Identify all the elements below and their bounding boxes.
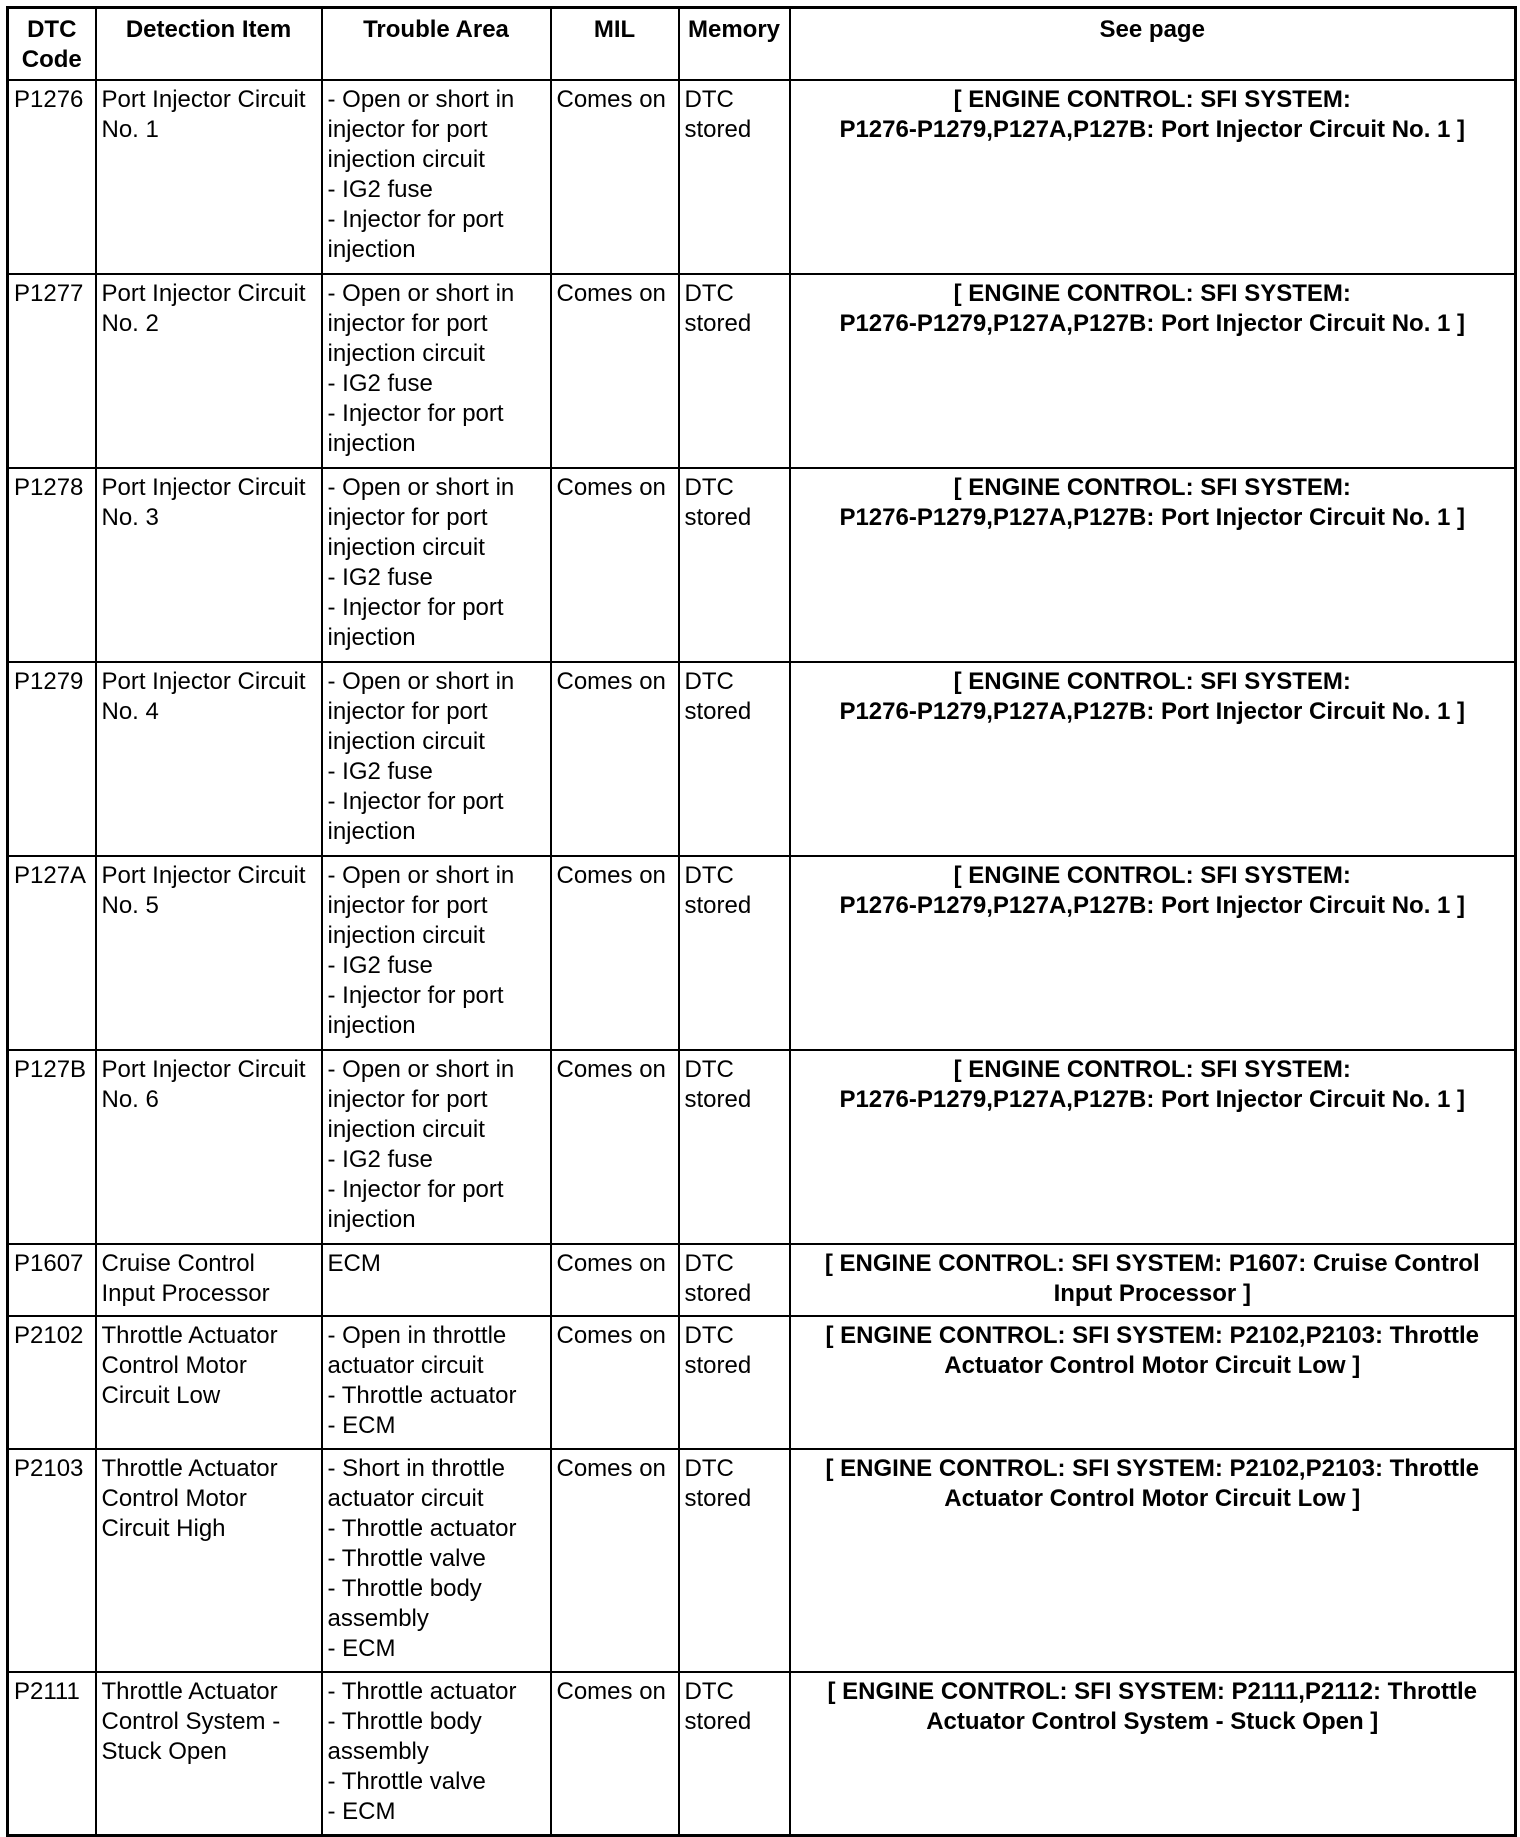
detection-item-cell: Throttle Actuator Control Motor Circuit High: [96, 1449, 322, 1672]
see-page-link[interactable]: [ ENGINE CONTROL: SFI SYSTEM: P2111,P2112: Throttle Actuator Control System - Stuck Open ]: [790, 1672, 1516, 1835]
memory-cell: DTC stored: [679, 1050, 790, 1244]
table-row: [8, 468, 1516, 662]
mil-cell: Comes on: [551, 1050, 679, 1244]
trouble-area-cell: - Open or short in injector for port injection circuit - IG2 fuse - Injector for port injection: [322, 274, 551, 468]
detection-item-cell: Port Injector Circuit No. 3: [96, 468, 322, 662]
trouble-area-cell: - Short in throttle actuator circuit - Throttle actuator - Throttle valve - Throttle body assembly - ECM: [322, 1449, 551, 1672]
memory-cell: DTC stored: [679, 1316, 790, 1449]
mil-cell: Comes on: [551, 856, 679, 1050]
see-page-link[interactable]: [ ENGINE CONTROL: SFI SYSTEM: P1276-P1279,P127A,P127B: Port Injector Circuit No. 1 ]: [790, 80, 1516, 274]
mil-cell: Comes on: [551, 1449, 679, 1672]
see-page-link[interactable]: [ ENGINE CONTROL: SFI SYSTEM: P1276-P1279,P127A,P127B: Port Injector Circuit No. 1 ]: [790, 856, 1516, 1050]
dtc-code-cell: P1607: [8, 1244, 96, 1316]
table-row: [8, 1316, 1516, 1449]
memory-cell: DTC stored: [679, 662, 790, 856]
detection-item-cell: Cruise Control Input Processor: [96, 1244, 322, 1316]
detection-item-cell: Throttle Actuator Control System - Stuck Open: [96, 1672, 322, 1835]
dtc-code-cell: P1276: [8, 80, 96, 274]
trouble-area-cell: - Open or short in injector for port injection circuit - IG2 fuse - Injector for port injection: [322, 80, 551, 274]
dtc-code-cell: P127B: [8, 1050, 96, 1244]
header-memory: Memory: [679, 8, 790, 81]
memory-cell: DTC stored: [679, 856, 790, 1050]
table-row: [8, 1050, 1516, 1244]
trouble-area-cell: - Open or short in injector for port injection circuit - IG2 fuse - Injector for port injection: [322, 1050, 551, 1244]
table-row: [8, 80, 1516, 274]
dtc-code-cell: P2111: [8, 1672, 96, 1835]
detection-item-cell: Port Injector Circuit No. 4: [96, 662, 322, 856]
memory-cell: DTC stored: [679, 468, 790, 662]
header-detection-item: Detection Item: [96, 8, 322, 81]
dtc-code-cell: P1278: [8, 468, 96, 662]
mil-cell: Comes on: [551, 80, 679, 274]
header-mil: MIL: [551, 8, 679, 81]
table-row: [8, 856, 1516, 1050]
dtc-table: [6, 6, 1517, 1837]
memory-cell: DTC stored: [679, 1449, 790, 1672]
header-dtc-code: DTC Code: [8, 8, 96, 81]
mil-cell: Comes on: [551, 468, 679, 662]
dtc-code-cell: P127A: [8, 856, 96, 1050]
dtc-code-cell: P2102: [8, 1316, 96, 1449]
memory-cell: DTC stored: [679, 1244, 790, 1316]
trouble-area-cell: - Open in throttle actuator circuit - Throttle actuator - ECM: [322, 1316, 551, 1449]
table-row: [8, 1449, 1516, 1672]
trouble-area-cell: ECM: [322, 1244, 551, 1316]
memory-cell: DTC stored: [679, 80, 790, 274]
mil-cell: Comes on: [551, 274, 679, 468]
see-page-link[interactable]: [ ENGINE CONTROL: SFI SYSTEM: P2102,P2103: Throttle Actuator Control Motor Circuit Low ]: [790, 1449, 1516, 1672]
trouble-area-cell: - Throttle actuator - Throttle body assembly - Throttle valve - ECM: [322, 1672, 551, 1835]
table-row: [8, 274, 1516, 468]
trouble-area-cell: - Open or short in injector for port injection circuit - IG2 fuse - Injector for port injection: [322, 856, 551, 1050]
see-page-link[interactable]: [ ENGINE CONTROL: SFI SYSTEM: P1276-P1279,P127A,P127B: Port Injector Circuit No. 1 ]: [790, 468, 1516, 662]
table-row: [8, 662, 1516, 856]
trouble-area-cell: - Open or short in injector for port injection circuit - IG2 fuse - Injector for port injection: [322, 468, 551, 662]
table-row: [8, 1672, 1516, 1835]
dtc-code-cell: P2103: [8, 1449, 96, 1672]
mil-cell: Comes on: [551, 1672, 679, 1835]
memory-cell: DTC stored: [679, 274, 790, 468]
see-page-link[interactable]: [ ENGINE CONTROL: SFI SYSTEM: P1276-P1279,P127A,P127B: Port Injector Circuit No. 1 ]: [790, 1050, 1516, 1244]
mil-cell: Comes on: [551, 662, 679, 856]
mil-cell: Comes on: [551, 1316, 679, 1449]
see-page-link[interactable]: [ ENGINE CONTROL: SFI SYSTEM: P1276-P1279,P127A,P127B: Port Injector Circuit No. 1 ]: [790, 274, 1516, 468]
see-page-link[interactable]: [ ENGINE CONTROL: SFI SYSTEM: P2102,P2103: Throttle Actuator Control Motor Circuit Low ]: [790, 1316, 1516, 1449]
detection-item-cell: Port Injector Circuit No. 5: [96, 856, 322, 1050]
header-see-page: See page: [790, 8, 1516, 81]
see-page-link[interactable]: [ ENGINE CONTROL: SFI SYSTEM: P1276-P1279,P127A,P127B: Port Injector Circuit No. 1 ]: [790, 662, 1516, 856]
memory-cell: DTC stored: [679, 1672, 790, 1835]
trouble-area-cell: - Open or short in injector for port injection circuit - IG2 fuse - Injector for port injection: [322, 662, 551, 856]
mil-cell: Comes on: [551, 1244, 679, 1316]
detection-item-cell: Throttle Actuator Control Motor Circuit Low: [96, 1316, 322, 1449]
detection-item-cell: Port Injector Circuit No. 6: [96, 1050, 322, 1244]
header-trouble-area: Trouble Area: [322, 8, 551, 81]
detection-item-cell: Port Injector Circuit No. 2: [96, 274, 322, 468]
table-header-row: [8, 8, 1516, 81]
dtc-code-cell: P1279: [8, 662, 96, 856]
dtc-code-cell: P1277: [8, 274, 96, 468]
detection-item-cell: Port Injector Circuit No. 1: [96, 80, 322, 274]
see-page-link[interactable]: [ ENGINE CONTROL: SFI SYSTEM: P1607: Cruise Control Input Processor ]: [790, 1244, 1516, 1316]
table-row: [8, 1244, 1516, 1316]
